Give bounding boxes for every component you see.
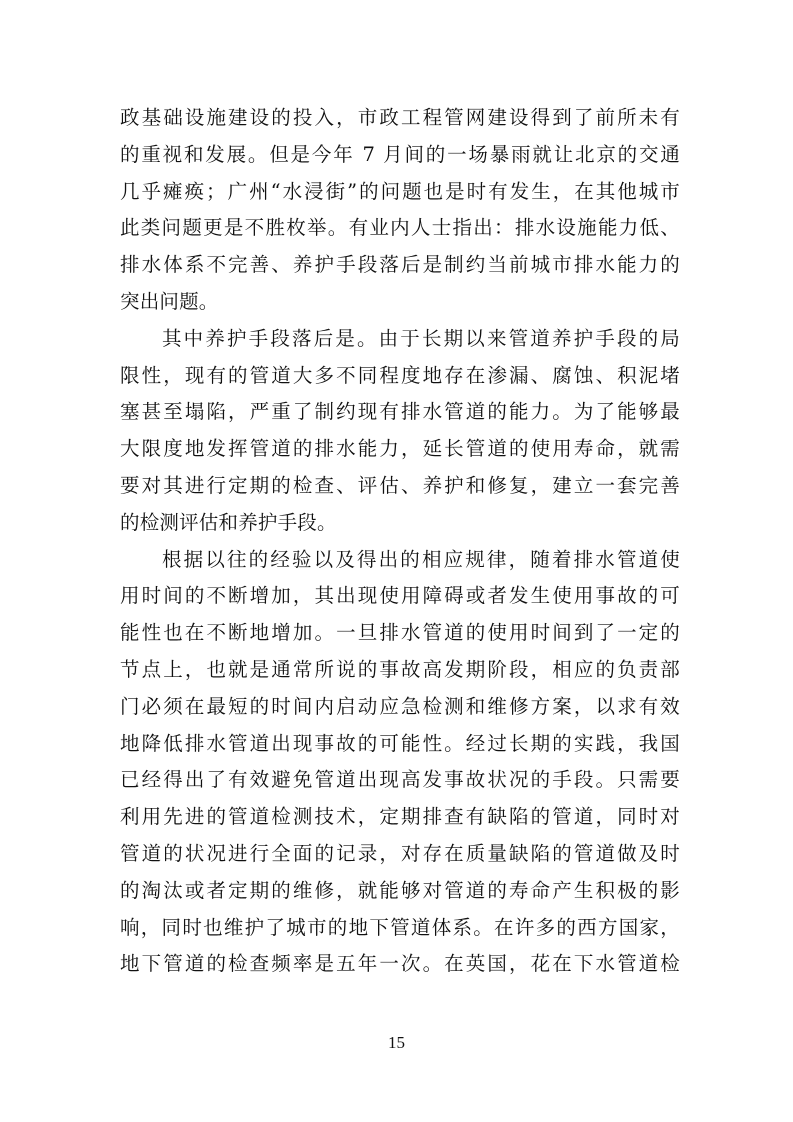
text-line: 响，同时也维护了城市的地下管道体系。在许多的西方国家， bbox=[120, 915, 680, 939]
page-number: 15 bbox=[388, 1033, 405, 1052]
document-body bbox=[120, 100, 680, 983]
text-line: 的检测评估和养护手段。 bbox=[120, 510, 337, 534]
text-line: 已经得出了有效避免管道出现高发事故状况的手段。只需要 bbox=[120, 768, 680, 792]
text-line: 节点上，也就是通常所说的事故高发期阶段，相应的负责部 bbox=[120, 657, 680, 681]
text-line: 塞甚至塌陷，严重了制约现有排水管道的能力。为了能够最 bbox=[120, 400, 680, 424]
text-line: 利用先进的管道检测技术，定期排查有缺陷的管道，同时对 bbox=[120, 805, 680, 829]
text-line: 管道的状况进行全面的记录，对存在质量缺陷的管道做及时 bbox=[120, 841, 680, 865]
paragraph-1 bbox=[120, 100, 680, 321]
text-line: 门必须在最短的时间内启动应急检测和维修方案，以求有效 bbox=[120, 694, 680, 718]
text-line: 能性也在不断地增加。一旦排水管道的使用时间到了一定的 bbox=[120, 621, 680, 645]
text-line: 地下管道的检查频率是五年一次。在英国，花在下水管道检 bbox=[120, 952, 680, 976]
text-line: 排水体系不完善、养护手段落后是制约当前城市排水能力的 bbox=[120, 253, 680, 277]
text-line: 几乎瘫痪；广州“水浸街”的问题也是时有发生，在其他城市 bbox=[120, 179, 680, 203]
text-line: 的淘汰或者定期的维修，就能够对管道的寿命产生积极的影 bbox=[120, 878, 680, 902]
text-line: 要对其进行定期的检查、评估、养护和修复，建立一套完善 bbox=[120, 473, 680, 497]
paragraph-2 bbox=[120, 321, 680, 542]
text-line: 限性，现有的管道大多不同程度地存在渗漏、腐蚀、积泥堵 bbox=[120, 363, 680, 387]
text-line: 大限度地发挥管道的排水能力，延长管道的使用寿命，就需 bbox=[120, 437, 680, 461]
text-line: 政基础设施建设的投入，市政工程管网建设得到了前所未有 bbox=[120, 106, 680, 129]
text-line: 地降低排水管道出现事故的可能性。经过长期的实践，我国 bbox=[120, 731, 680, 755]
text-line: 的重视和发展。但是今年 7 月间的一场暴雨就让北京的交通 bbox=[120, 142, 680, 166]
text-line: 此类问题更是不胜枚举。有业内人士指出：排水设施能力低、 bbox=[120, 216, 680, 240]
text-line: 突出问题。 bbox=[120, 289, 219, 313]
text-line: 根据以往的经验以及得出的相应规律，随着排水管道使 bbox=[162, 547, 680, 571]
text-line: 其中养护手段落后是。由于长期以来管道养护手段的局 bbox=[162, 326, 680, 350]
text-line: 用时间的不断增加，其出现使用障碍或者发生使用事故的可 bbox=[120, 584, 680, 608]
paragraph-3 bbox=[120, 542, 680, 984]
